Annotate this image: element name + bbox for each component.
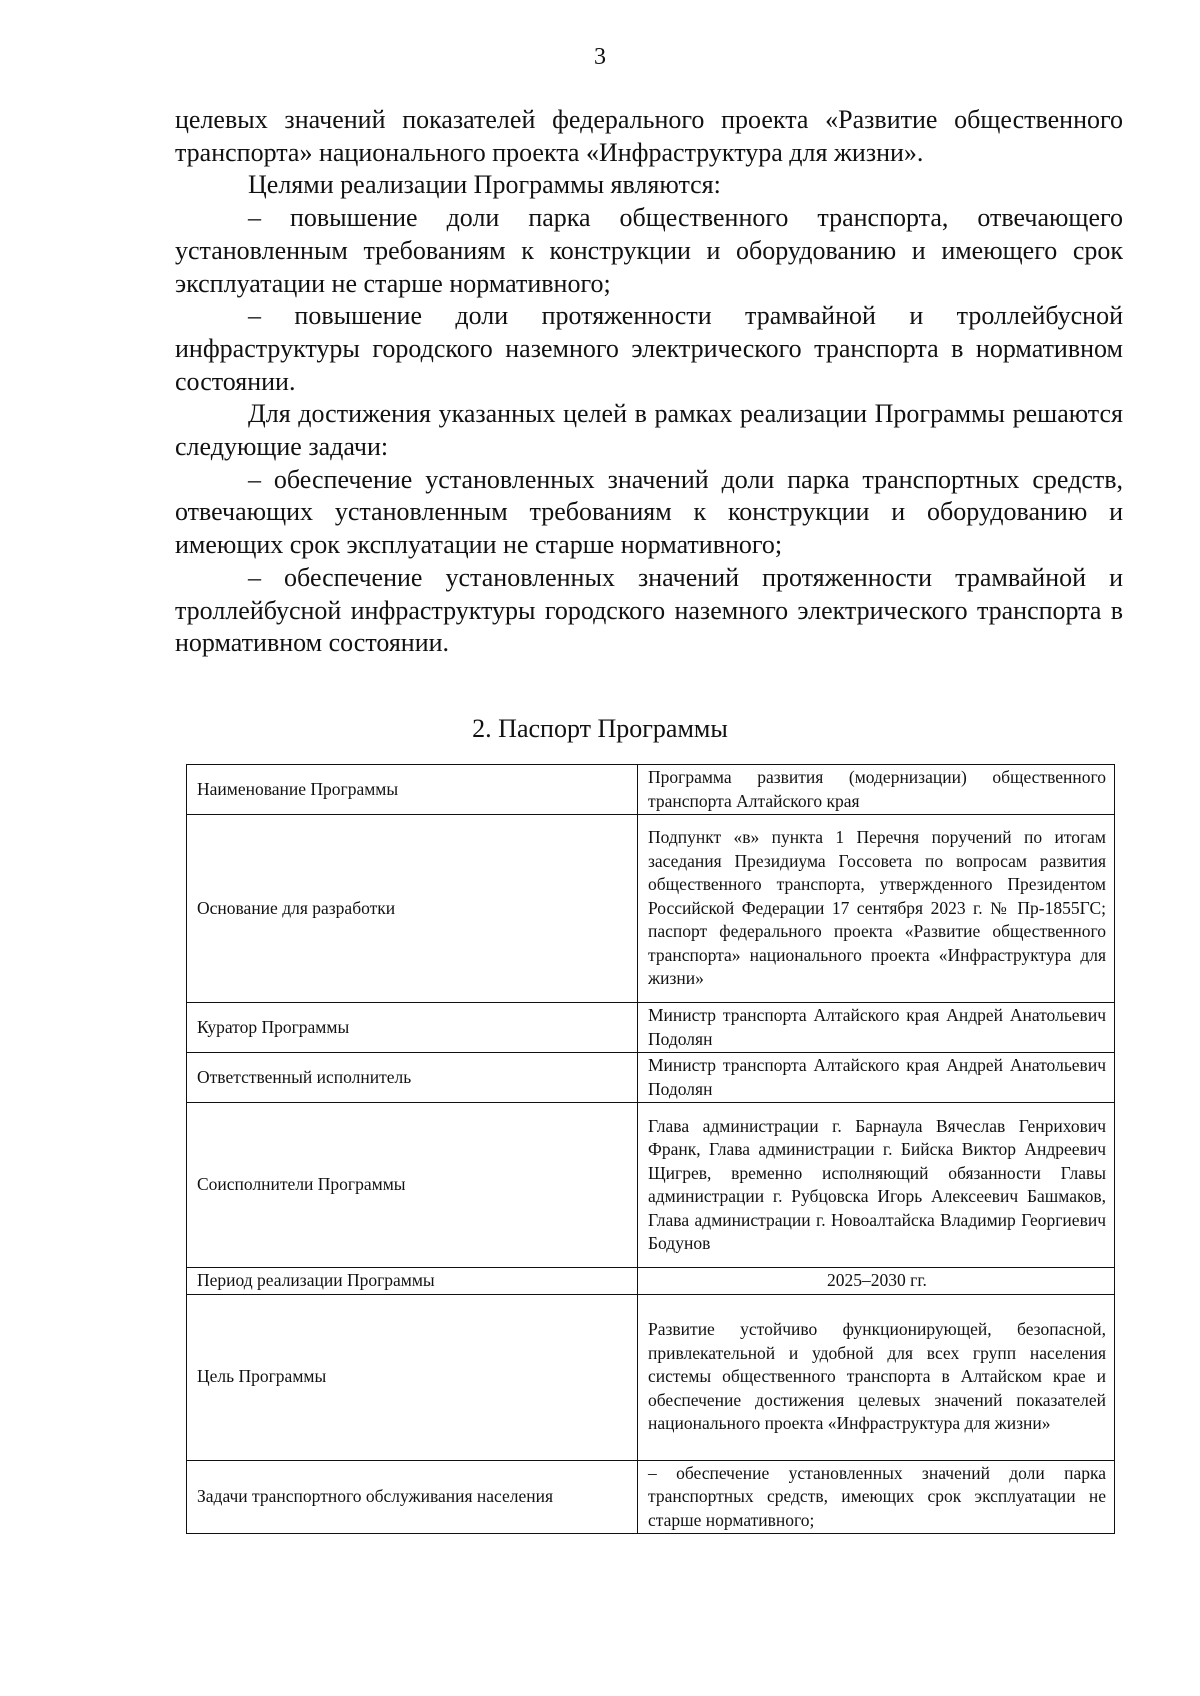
passport-table	[186, 764, 1115, 1534]
goal-item: – повышение доли протяженности трамвайной и троллейбусной инфраструктуры городского наземного электрического транспорта в нормативном состоянии.	[175, 301, 1123, 396]
row-value: 2025–2030 гг.	[638, 1268, 1115, 1295]
body-text	[175, 104, 1123, 660]
row-value: Подпункт «в» пункта 1 Перечня поручений по итогам заседания Президиума Госсовета по вопросам развития общественного транспорта, утвержденного Президентом Российской Федерации 17 сентября 2023 г. № Пр-1855ГС; паспорт федерального проекта «Развитие общественного транспорта» национального проекта «Инфраструктура для жизни»	[638, 815, 1115, 1003]
row-value: Развитие устойчиво функционирующей, безопасной, привлекательной и удобной для всех групп населения системы общественного транспорта в Алтайском крае и обеспечение достижения целевых значений показателей национального проекта «Инфраструктура для жизни»	[638, 1294, 1115, 1460]
row-label: Куратор Программы	[187, 1003, 638, 1053]
table-row	[187, 765, 1115, 815]
table-row	[187, 1003, 1115, 1053]
goal-item: – повышение доли парка общественного транспорта, отвечающего установленным требованиям к конструкции и оборудованию и имеющего срок эксплуатации не старше нормативного;	[175, 203, 1123, 298]
row-label: Период реализации Программы	[187, 1268, 638, 1295]
table-row	[187, 815, 1115, 1003]
row-label: Наименование Программы	[187, 765, 638, 815]
paragraph-tasks-intro: Для достижения указанных целей в рамках реализации Программы решаются следующие задачи:	[175, 399, 1123, 462]
table-row	[187, 1460, 1115, 1534]
table-row	[187, 1103, 1115, 1268]
task-item: – обеспечение установленных значений доли парка транспортных средств, отвечающих установленным требованиям к конструкции и оборудованию и имеющих срок эксплуатации не старше нормативного;	[175, 464, 1123, 560]
row-label: Задачи транспортного обслуживания населения	[187, 1460, 638, 1534]
row-label: Соисполнители Программы	[187, 1103, 638, 1268]
row-label: Основание для разработки	[187, 815, 638, 1003]
table-row	[187, 1294, 1115, 1460]
paragraph-goals-intro: Целями реализации Программы являются:	[248, 170, 721, 200]
table-row	[187, 1053, 1115, 1103]
paragraph-continuation: целевых значений показателей федерального проекта «Развитие общественного транспорта» национального проекта «Инфраструктура для жизни».	[175, 105, 1123, 167]
section-title: 2. Паспорт Программы	[472, 714, 728, 743]
row-value: – обеспечение установленных значений доли парка транспортных средств, имеющих срок эксплуатации не старше нормативного;	[638, 1460, 1115, 1534]
task-item: – обеспечение установленных значений протяженности трамвайной и троллейбусной инфраструктуры городского наземного электрического транспорта в нормативном состоянии.	[175, 562, 1123, 658]
row-label: Ответственный исполнитель	[187, 1053, 638, 1103]
row-value: Министр транспорта Алтайского края Андрей Анатольевич Подолян	[638, 1003, 1115, 1053]
row-label: Цель Программы	[187, 1294, 638, 1460]
row-value: Министр транспорта Алтайского края Андрей Анатольевич Подолян	[638, 1053, 1115, 1103]
table-row	[187, 1268, 1115, 1295]
page-number: 3	[594, 44, 606, 70]
row-value: Программа развития (модернизации) общественного транспорта Алтайского края	[638, 765, 1115, 815]
row-value: Глава администрации г. Барнаула Вячеслав Генрихович Франк, Глава администрации г. Бийска Виктор Андреевич Щигрев, временно исполняющий обязанности Главы администрации г. Рубцовска Игорь Алексеевич Башмаков, Глава администрации г. Новоалтайска Владимир Георгиевич Бодунов	[638, 1103, 1115, 1268]
